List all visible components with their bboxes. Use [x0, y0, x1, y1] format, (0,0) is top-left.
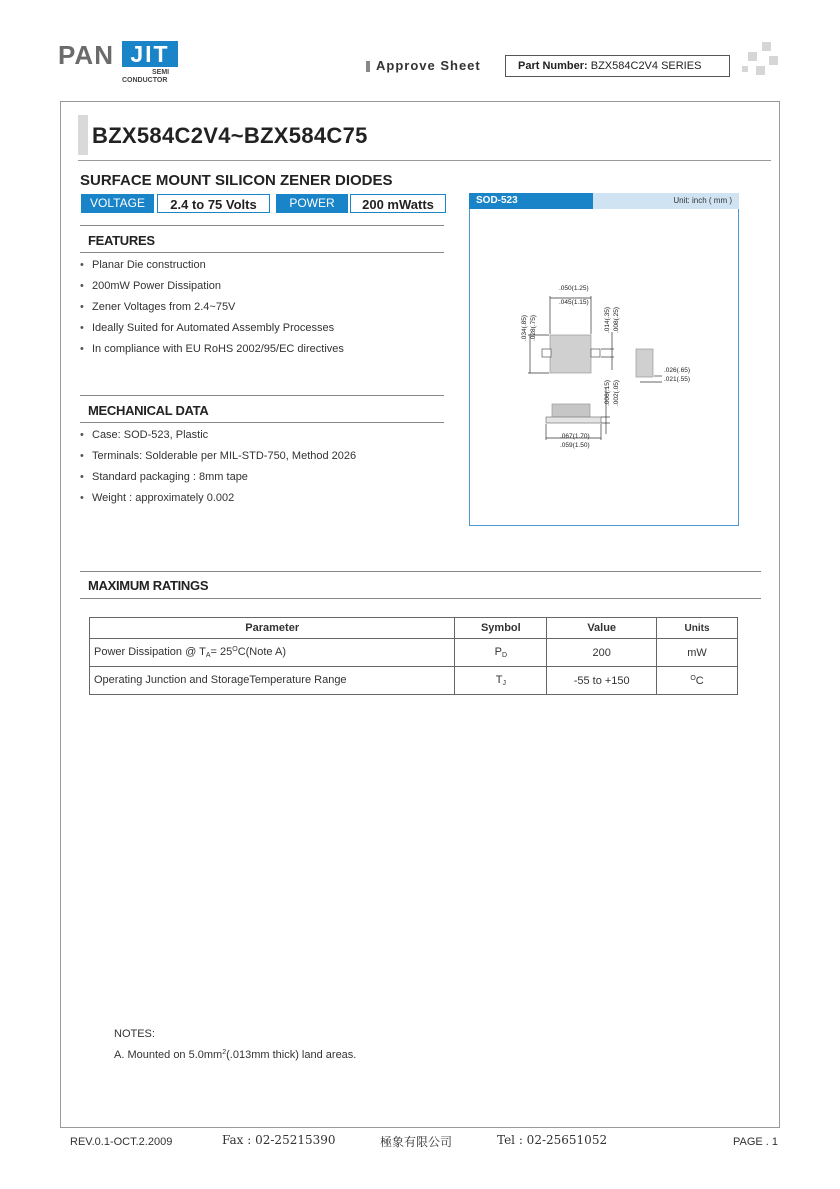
logo-conductor: CONDUCTOR [122, 77, 168, 84]
list-item: • 200mW Power Dissipation [80, 279, 344, 300]
ratings-title: MAXIMUM RATINGS [88, 578, 209, 593]
title-rule [78, 160, 771, 161]
subtitle: SURFACE MOUNT SILICON ZENER DIODES [80, 172, 393, 189]
approve-bar [366, 61, 370, 72]
footer-company: 極象有限公司 [380, 1135, 453, 1149]
cell-symbol: $P_D$ [455, 639, 547, 667]
ratings-rule-top [80, 571, 761, 572]
header-parameter: Parameter [90, 618, 455, 639]
dim-side-w1: .026(.65) [664, 367, 691, 374]
ratings-table [89, 617, 738, 695]
title-accent [78, 115, 88, 155]
power-label: POWER [276, 194, 348, 213]
list-item: • Terminals: Solderable per MIL-STD-750, Method 2026 [80, 449, 356, 470]
features-title: FEATURES [88, 233, 155, 248]
dim-bot-w1: .067(1.70) [560, 433, 590, 440]
top-view-lead-right [591, 349, 600, 357]
bottom-view-base [546, 417, 601, 423]
voltage-label: VOLTAGE [81, 194, 154, 213]
notes-title: NOTES: [114, 1028, 155, 1040]
header-value: Value [547, 618, 657, 639]
header-units: Units [657, 618, 738, 639]
list-item: • Weight : approximately 0.002 [80, 491, 356, 512]
footer-revision: REV.0.1-OCT.2.2009 [70, 1136, 173, 1148]
footer-page: PAGE . 1 [733, 1136, 779, 1148]
part-number-value: BZX584C2V4 SERIES [590, 60, 702, 72]
footer-tel: Tel : 02-25651052 [497, 1133, 608, 1147]
features-list [80, 258, 344, 363]
dim-top-w2: .045(1.15) [559, 299, 589, 306]
dim-right-h2: .008(.25) [613, 306, 620, 333]
list-item: • Planar Die construction [80, 258, 344, 279]
side-view-body [636, 349, 653, 377]
mechanical-list [80, 428, 356, 512]
package-header [469, 193, 739, 209]
cell-value: -55 to +150 [547, 667, 657, 695]
cell-unit: $^O$C [657, 667, 738, 695]
cell-parameter: Operating Junction and StorageTemperature Range [90, 667, 455, 695]
list-item: • Zener Voltages from 2.4~75V [80, 300, 344, 321]
deco-square [756, 66, 765, 75]
footer-fax: Fax : 02-25215390 [222, 1133, 336, 1147]
logo-jit: JIT [122, 41, 178, 67]
list-item: • Standard packaging : 8mm tape [80, 470, 356, 491]
list-item: • In compliance with EU RoHS 2002/95/EC directives [80, 342, 344, 363]
features-rule-top [80, 225, 444, 226]
cell-value: 200 [547, 639, 657, 667]
page-title: BZX584C2V4~BZX584C75 [92, 123, 368, 148]
dim-right-h1: .014(.35) [604, 306, 611, 333]
features-rule-bottom [80, 252, 444, 253]
mechanical-rule-top [80, 395, 444, 396]
dim-side-w2: .021(.55) [664, 376, 691, 383]
top-view-body [550, 335, 591, 373]
mechanical-rule-bottom [80, 422, 444, 423]
ratings-rule-bottom [80, 598, 761, 599]
cell-symbol: $T_J$ [455, 667, 547, 695]
note-a: A. Mounted on $5.0mm^2(.013mm$ thick) land areas. [114, 1049, 357, 1061]
cell-unit: mW [657, 639, 738, 667]
package-unit: Unit: inch ( mm ) [593, 193, 739, 209]
package-drawing [470, 210, 738, 524]
approve-sheet-label: Approve Sheet [376, 58, 481, 73]
logo-semi: SEMI [152, 69, 170, 76]
power-value: 200 mWatts [350, 194, 446, 213]
deco-square [769, 56, 778, 65]
part-number-box [505, 55, 730, 77]
header-symbol: Symbol [455, 618, 547, 639]
dim-left-h2: .028(.75) [530, 314, 537, 341]
table-row [90, 667, 738, 695]
list-item: • Ideally Suited for Automated Assembly Processes [80, 321, 344, 342]
table-header-row [90, 618, 738, 639]
voltage-value: 2.4 to 75 Volts [157, 194, 270, 213]
table-row [90, 639, 738, 667]
dim-bot-w2: .059(1.50) [560, 442, 590, 449]
dim-top-w1: .050(1.25) [559, 285, 589, 292]
cell-parameter: Power Dissipation @ $T_A=$ $25^OC(Note$ A) [90, 639, 455, 667]
dim-left-h1: .034(.85) [521, 314, 528, 341]
top-view-lead-left [542, 349, 551, 357]
dim-bot-h2: .002(.05) [613, 379, 620, 406]
deco-square [742, 66, 748, 72]
dim-bot-h1: .006(.15) [604, 379, 611, 406]
deco-square [762, 42, 771, 51]
logo-pan: PAN [58, 40, 114, 70]
list-item: • Case: SOD-523, Plastic [80, 428, 356, 449]
deco-square [748, 52, 757, 61]
mechanical-title: MECHANICAL DATA [88, 403, 209, 418]
package-name: SOD-523 [469, 193, 593, 209]
part-number-label: Part Number: [518, 60, 588, 72]
